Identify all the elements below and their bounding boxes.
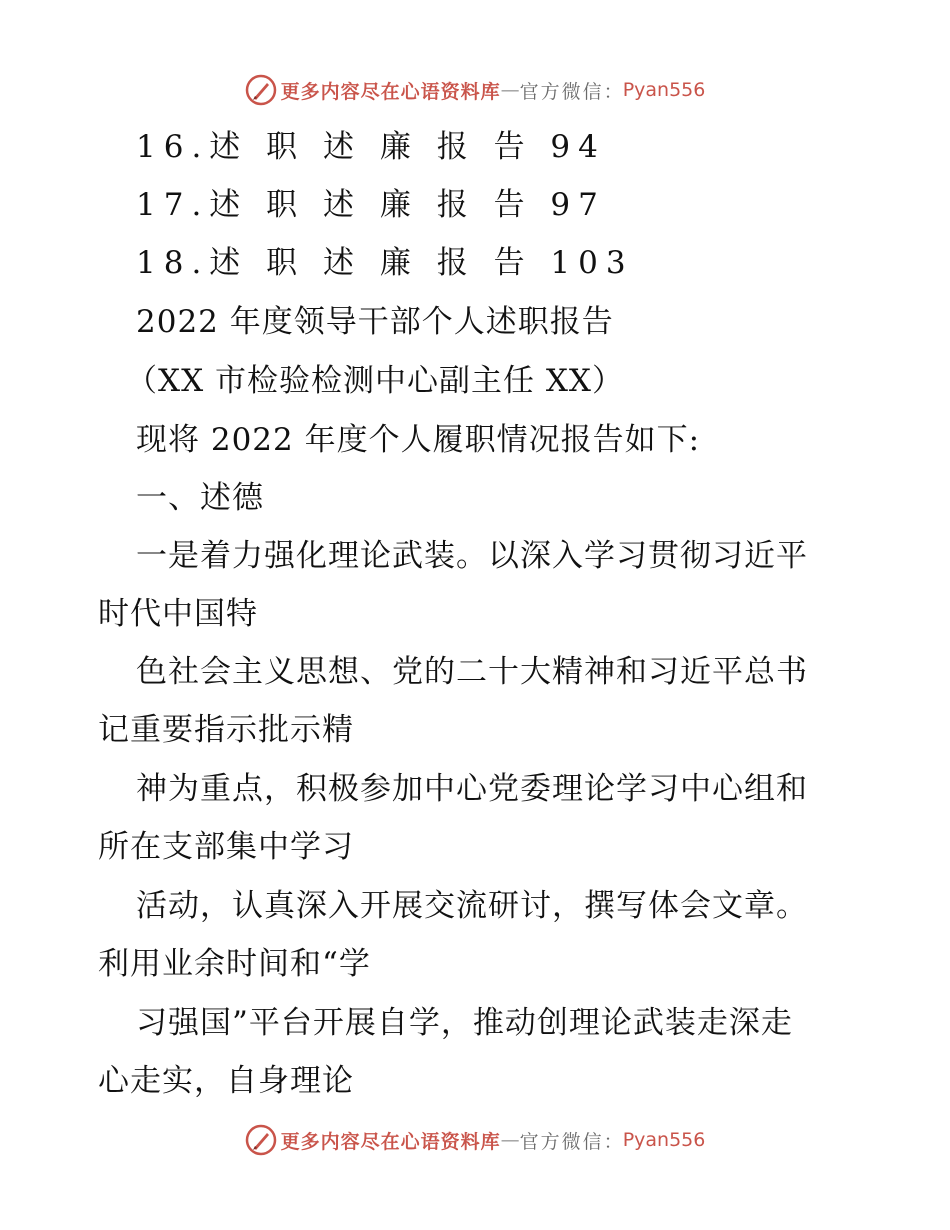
paragraph-line: 色社会主义思想、党的二十大精神和习近平总书 bbox=[136, 654, 808, 690]
watermark-separator: — bbox=[500, 1129, 520, 1151]
paragraph-line: 所在支部集中学习 bbox=[98, 829, 354, 865]
watermark-colon: ： bbox=[603, 1130, 623, 1153]
paragraph-line: 习强国”平台开展自学，推动创理论武装走深走 bbox=[136, 1005, 793, 1041]
paragraph-line: 现将 2022 年度个人履职情况报告如下: bbox=[136, 422, 701, 458]
watermark-label: 官方微信 bbox=[519, 80, 604, 103]
watermark-wechat-id: Pyan556 bbox=[622, 1129, 706, 1151]
footer-watermark bbox=[0, 1120, 950, 1160]
paragraph-line: 记重要指示批示精 bbox=[98, 712, 354, 748]
paragraph-line: 时代中国特 bbox=[98, 596, 258, 632]
toc-entry: 16.述 职 述 廉 报 告 94 bbox=[136, 129, 606, 165]
document-title: 2022 年度领导干部个人述职报告 bbox=[136, 304, 614, 340]
section-heading: 一、述德 bbox=[136, 480, 264, 516]
toc-entry: 18.述 职 述 廉 报 告 103 bbox=[136, 245, 634, 281]
toc-entry: 17.述 职 述 廉 报 告 97 bbox=[136, 187, 606, 223]
quill-pen-logo-icon bbox=[245, 74, 277, 106]
paragraph-line: 心走实，自身理论 bbox=[98, 1063, 354, 1099]
watermark-colon: ： bbox=[603, 80, 623, 103]
paragraph-line: 利用业余时间和“学 bbox=[98, 946, 371, 982]
watermark-brand: 更多内容尽在心语资料库 bbox=[280, 80, 501, 103]
header-watermark bbox=[0, 70, 950, 110]
watermark-label: 官方微信 bbox=[519, 1130, 604, 1153]
paragraph-line: 一是着力强化理论武装。以深入学习贯彻习近平 bbox=[136, 538, 808, 574]
watermark-wechat-id: Pyan556 bbox=[622, 79, 706, 101]
document-subtitle: （XX 市检验检测中心副主任 XX） bbox=[126, 363, 624, 399]
watermark-separator: — bbox=[500, 79, 520, 101]
watermark-brand: 更多内容尽在心语资料库 bbox=[280, 1130, 501, 1153]
paragraph-line: 活动，认真深入开展交流研讨，撰写体会文章。 bbox=[136, 888, 808, 924]
quill-pen-logo-icon bbox=[245, 1124, 277, 1156]
paragraph-line: 神为重点，积极参加中心党委理论学习中心组和 bbox=[136, 771, 808, 807]
